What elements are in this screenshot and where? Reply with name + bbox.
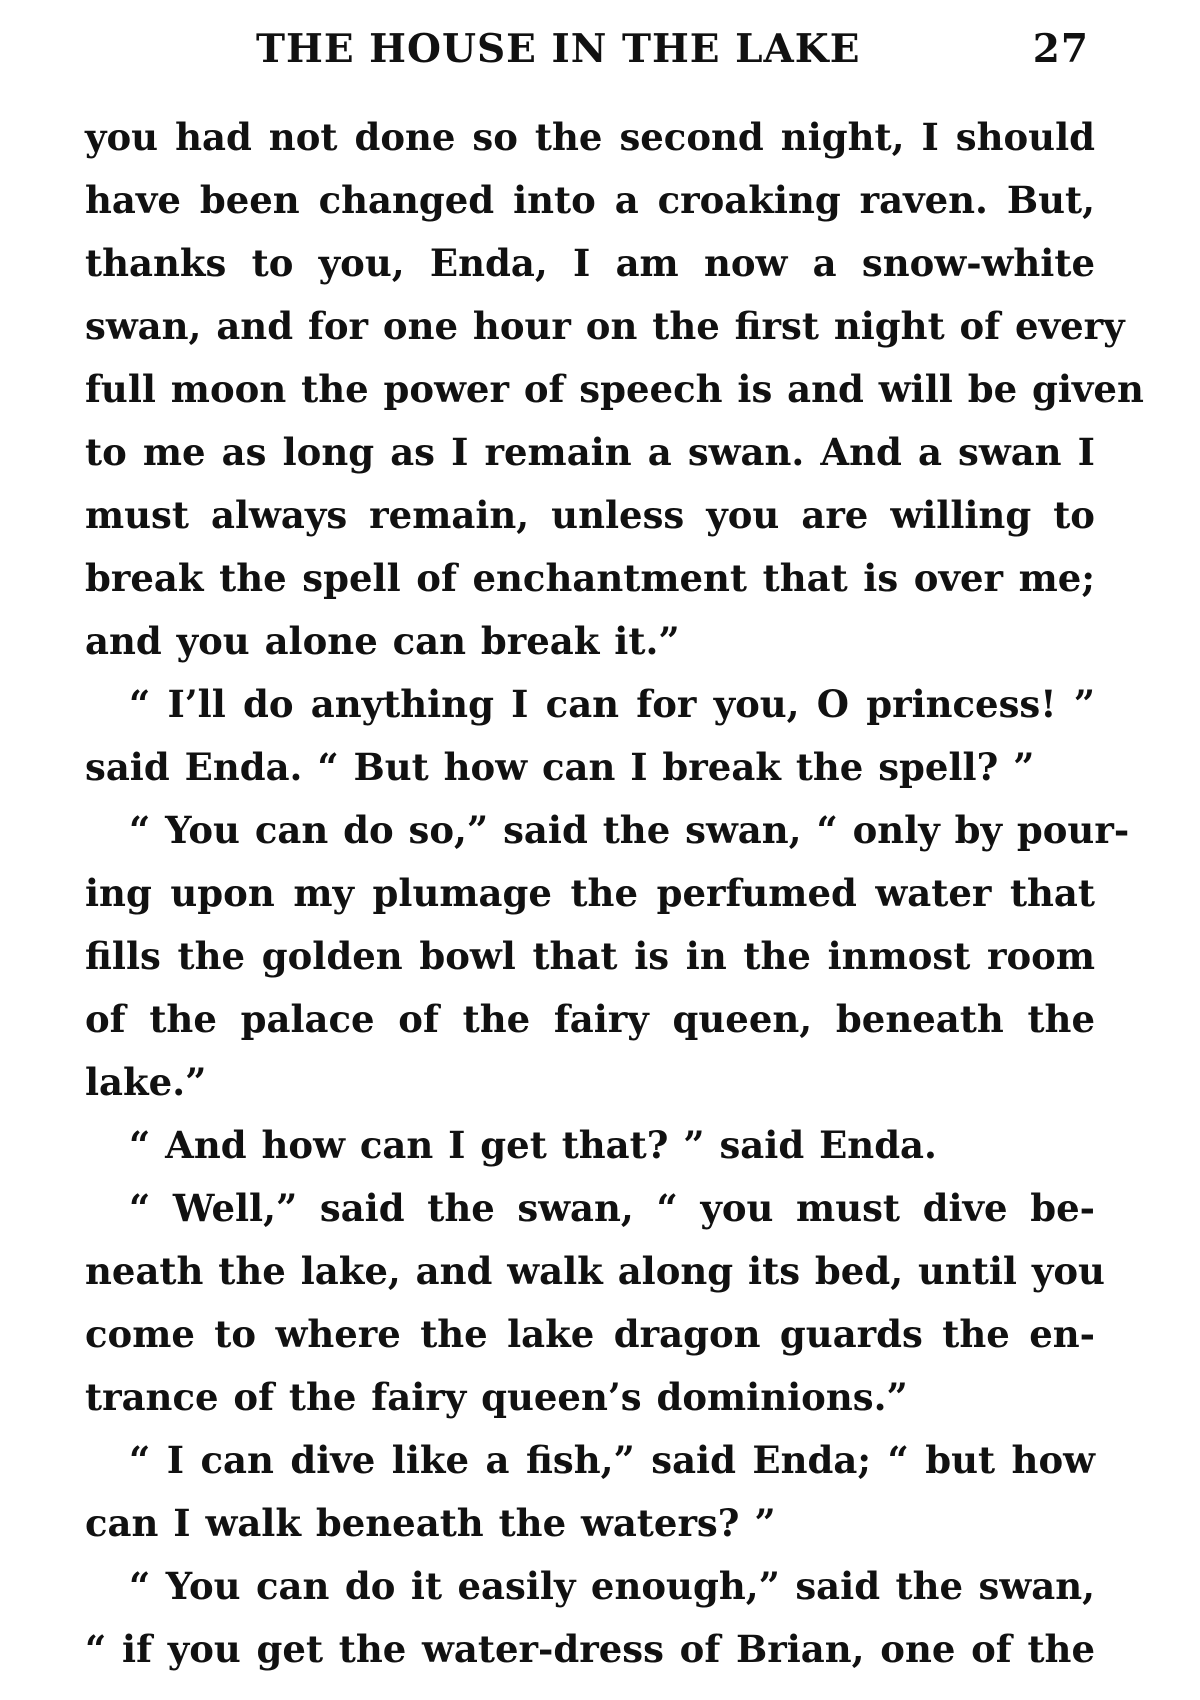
text-line: you had not done so the second night, I should bbox=[85, 115, 1095, 159]
text-line: neath the lake, and walk along its bed, until you bbox=[85, 1249, 1105, 1293]
text-line: “ You can do so,” said the swan, “ only by pour- bbox=[129, 808, 1130, 852]
text-line: lake.” bbox=[85, 1060, 207, 1104]
text-line: can I walk beneath the waters? ” bbox=[85, 1501, 776, 1545]
text-line: “ I can dive like a fish,” said Enda; “ but how bbox=[129, 1438, 1095, 1482]
text-line: swan, and for one hour on the first night of every bbox=[85, 304, 1125, 348]
text-line: said Enda. “ But how can I break the spell? ” bbox=[85, 745, 1035, 789]
text-line: trance of the fairy queen’s dominions.” bbox=[85, 1375, 908, 1419]
text-line: ing upon my plumage the perfumed water that bbox=[85, 871, 1095, 915]
page-number: 27 bbox=[1032, 26, 1089, 72]
text-line: must always remain, unless you are willing to bbox=[85, 493, 1095, 537]
running-title: THE HOUSE IN THE LAKE bbox=[256, 26, 861, 72]
text-line: and you alone can break it.” bbox=[85, 619, 680, 663]
text-line: “ You can do it easily enough,” said the swan, bbox=[129, 1564, 1095, 1608]
text-line: of the palace of the fairy queen, beneath the bbox=[85, 997, 1095, 1041]
body-text bbox=[85, 106, 1144, 1681]
text-line: “ if you get the water-dress of Brian, one of the bbox=[85, 1627, 1095, 1671]
text-line: come to where the lake dragon guards the en- bbox=[85, 1312, 1095, 1356]
text-line: to me as long as I remain a swan. And a swan I bbox=[85, 430, 1095, 474]
text-line: have been changed into a croaking raven. But, bbox=[85, 178, 1095, 222]
text-line: full moon the power of speech is and will be given bbox=[85, 367, 1144, 411]
text-line: fills the golden bowl that is in the inmost room bbox=[85, 934, 1095, 978]
text-line: “ Well,” said the swan, “ you must dive be- bbox=[129, 1186, 1095, 1230]
text-line: “ And how can I get that? ” said Enda. bbox=[129, 1123, 937, 1167]
running-header bbox=[80, 18, 1095, 78]
text-line: thanks to you, Enda, I am now a snow-white bbox=[85, 241, 1095, 285]
text-line: break the spell of enchantment that is over me; bbox=[85, 556, 1095, 600]
text-line: “ I’ll do anything I can for you, O princess! ” bbox=[129, 682, 1095, 726]
